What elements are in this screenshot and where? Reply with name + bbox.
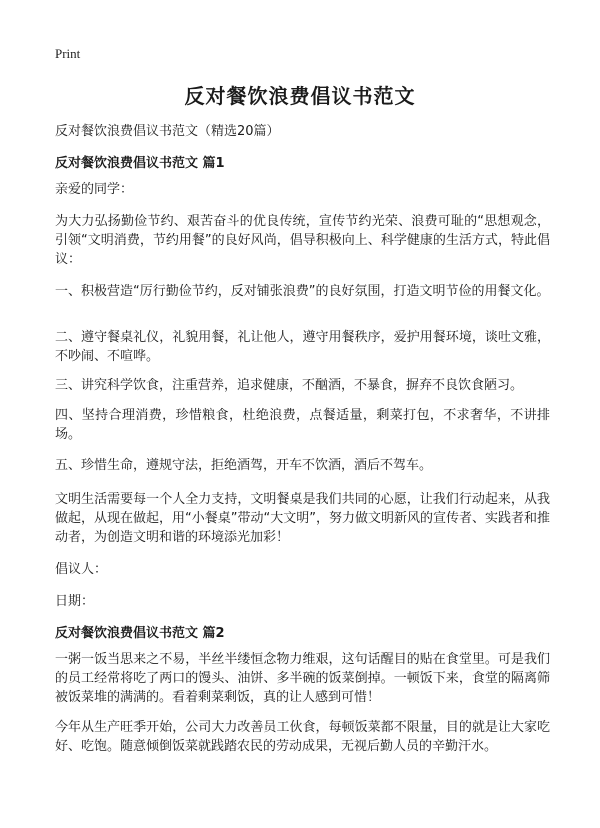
closing-paragraph: 文明生活需要每一个人全力支持，文明餐桌是我们共同的心愿，让我们行动起来，从我做起，从现在做起，用“小餐桌”带动“大文明”，努力做文明新风的宣传者、实践者和推动者，为创造文明和谐的环境添光加彩！ bbox=[55, 492, 550, 545]
proposal-item-1: 一、积极营造“厉行勤俭节约，反对铺张浪费”的良好氛围，打造文明节俭的用餐文化。 bbox=[55, 284, 550, 299]
print-label: Print bbox=[55, 46, 81, 61]
section-heading-1: 反对餐饮浪费倡议书范文 篇1 bbox=[55, 156, 225, 171]
proposal-item-2: 二、遵守餐桌礼仪，礼貌用餐，礼让他人，遵守用餐秩序，爱护用餐环境，谈吐文雅，不吵闹、不喧哗。 bbox=[55, 330, 550, 364]
greeting: 亲爱的同学： bbox=[55, 182, 134, 197]
intro-paragraph: 为大力弘扬勤俭节约、艰苦奋斗的优良传统，宣传节约光荣、浪费可耻的“思想观念，引领“文明消费，节约用餐”的良好风尚，倡导积极向上、科学健康的生活方式，特此倡议： bbox=[55, 214, 550, 267]
proposal-item-4: 四、坚持合理消费，珍惜粮食，杜绝浪费，点餐适量，剩菜打包，不求奢华，不讲排场。 bbox=[55, 408, 550, 442]
proposer-line: 倡议人： bbox=[55, 562, 108, 577]
proposal-item-3: 三、讲究科学饮食，注重营养，追求健康，不酗酒，不暴食，摒弃不良饮食陋习。 bbox=[55, 378, 524, 393]
section2-paragraph-1: 一粥一饭当思来之不易，半丝半缕恒念物力维艰，这句话醒目的贴在食堂里。可是我们的员工经常将吃了两口的馒头、油饼、多半碗的饭菜倒掉。一顿饭下来，食堂的隔离筛被饭菜堆的满满的。看着剩菜剩饭，真的让人感到可惜！ bbox=[55, 652, 550, 705]
proposal-item-5: 五、珍惜生命，遵规守法，拒绝酒驾，开车不饮酒，酒后不驾车。 bbox=[55, 458, 433, 473]
section2-paragraph-2: 今年从生产旺季开始，公司大力改善员工伙食，每顿饭菜都不限量，目的就是让大家吃好、吃饱。随意倾倒饭菜就践踏农民的劳动成果，无视后勤人员的辛勤汗水。 bbox=[55, 720, 550, 754]
document-subtitle: 反对餐饮浪费倡议书范文（精选20篇） bbox=[55, 124, 280, 139]
page-title: 反对餐饮浪费倡议书范文 bbox=[184, 84, 416, 108]
date-line: 日期： bbox=[55, 594, 95, 609]
section-heading-2: 反对餐饮浪费倡议书范文 篇2 bbox=[55, 626, 225, 641]
